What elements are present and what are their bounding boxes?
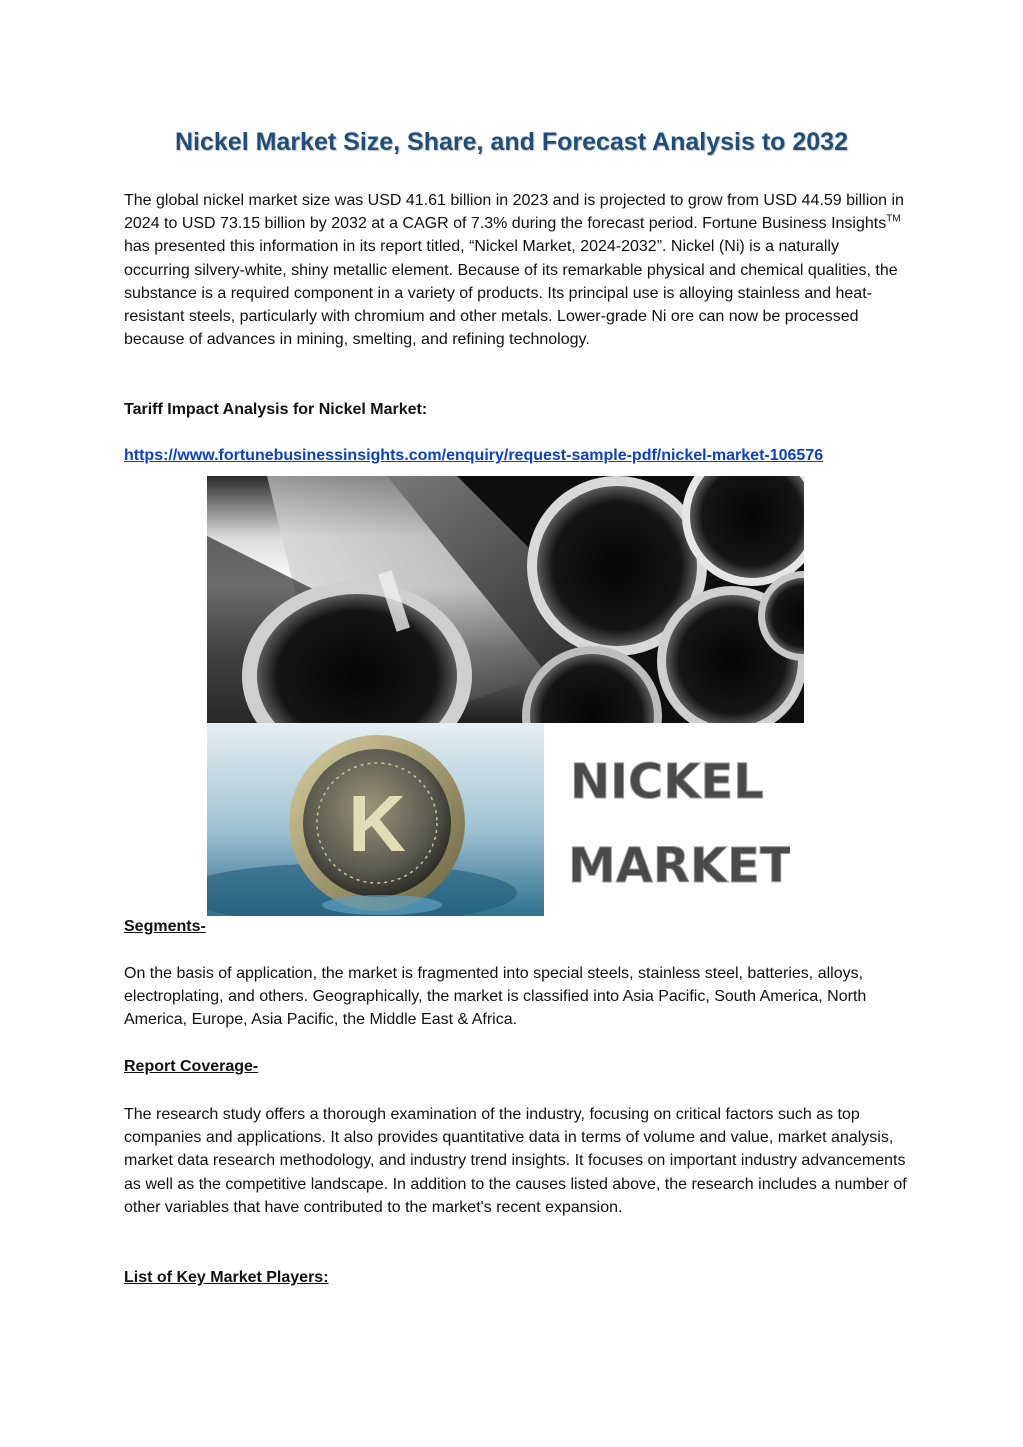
- page-title: Nickel Market Size, Share, and Forecast Analysis to 2032: [175, 128, 848, 156]
- tariff-heading: Tariff Impact Analysis for Nickel Market:: [124, 401, 428, 418]
- banner-line-1: NICKEL: [570, 754, 764, 810]
- banner-line-2: MARKET: [568, 838, 790, 894]
- steel-pipes-image: [207, 476, 804, 723]
- coin-k-glyph: K: [348, 779, 406, 868]
- segments-heading: Segments-: [124, 918, 206, 935]
- sample-pdf-link[interactable]: https://www.fortunebusinessinsights.com/enquiry/request-sample-pdf/nickel-market-106576: [124, 447, 824, 464]
- nickel-coin-image: [207, 723, 544, 916]
- intro-text-part2: has presented this information in its report titled, “Nickel Market, 2024-2032”. Nickel (Ni) is a naturally occurring silvery-white, shiny metallic element. Because of its remarkable physical and chemical qualities, the substance is a required component in a variety of products. Its principal use is alloying stainless and heat-resistant steels, particularly with chromium and other metals. Lower-grade Ni ore can now be processed because of advances in mining, smelting, and refining technology.: [124, 238, 898, 349]
- trademark-superscript: TM: [886, 213, 901, 225]
- segments-paragraph: On the basis of application, the market is fragmented into special steels, stainless steel, batteries, alloys, electroplating, and others. Geographically, the market is classified into Asia Pacific, South America, North America, Europe, Asia Pacific, the Middle East & Africa.: [124, 965, 867, 1029]
- report-coverage-paragraph: The research study offers a thorough examination of the industry, focusing on critical factors such as top companies and applications. It also provides quantitative data in terms of volume and value, market analysis, market data research methodology, and industry trend insights. It focuses on important industry advancements as well as the competitive landscape. In addition to the causes listed above, the research includes a number of other variables that have contributed to the market's recent expansion.: [124, 1106, 907, 1216]
- intro-paragraph: [124, 189, 909, 351]
- report-coverage-heading: Report Coverage-: [124, 1058, 259, 1075]
- key-players-heading: List of Key Market Players:: [124, 1269, 329, 1286]
- intro-text-part1: The global nickel market size was USD 41.61 billion in 2023 and is projected to grow from USD 44.59 billion in 2024 to USD 73.15 billion by 2032 at a CAGR of 7.3% during the forecast period. Fortune Business Insights: [124, 192, 904, 233]
- nickel-market-banner: [560, 740, 790, 900]
